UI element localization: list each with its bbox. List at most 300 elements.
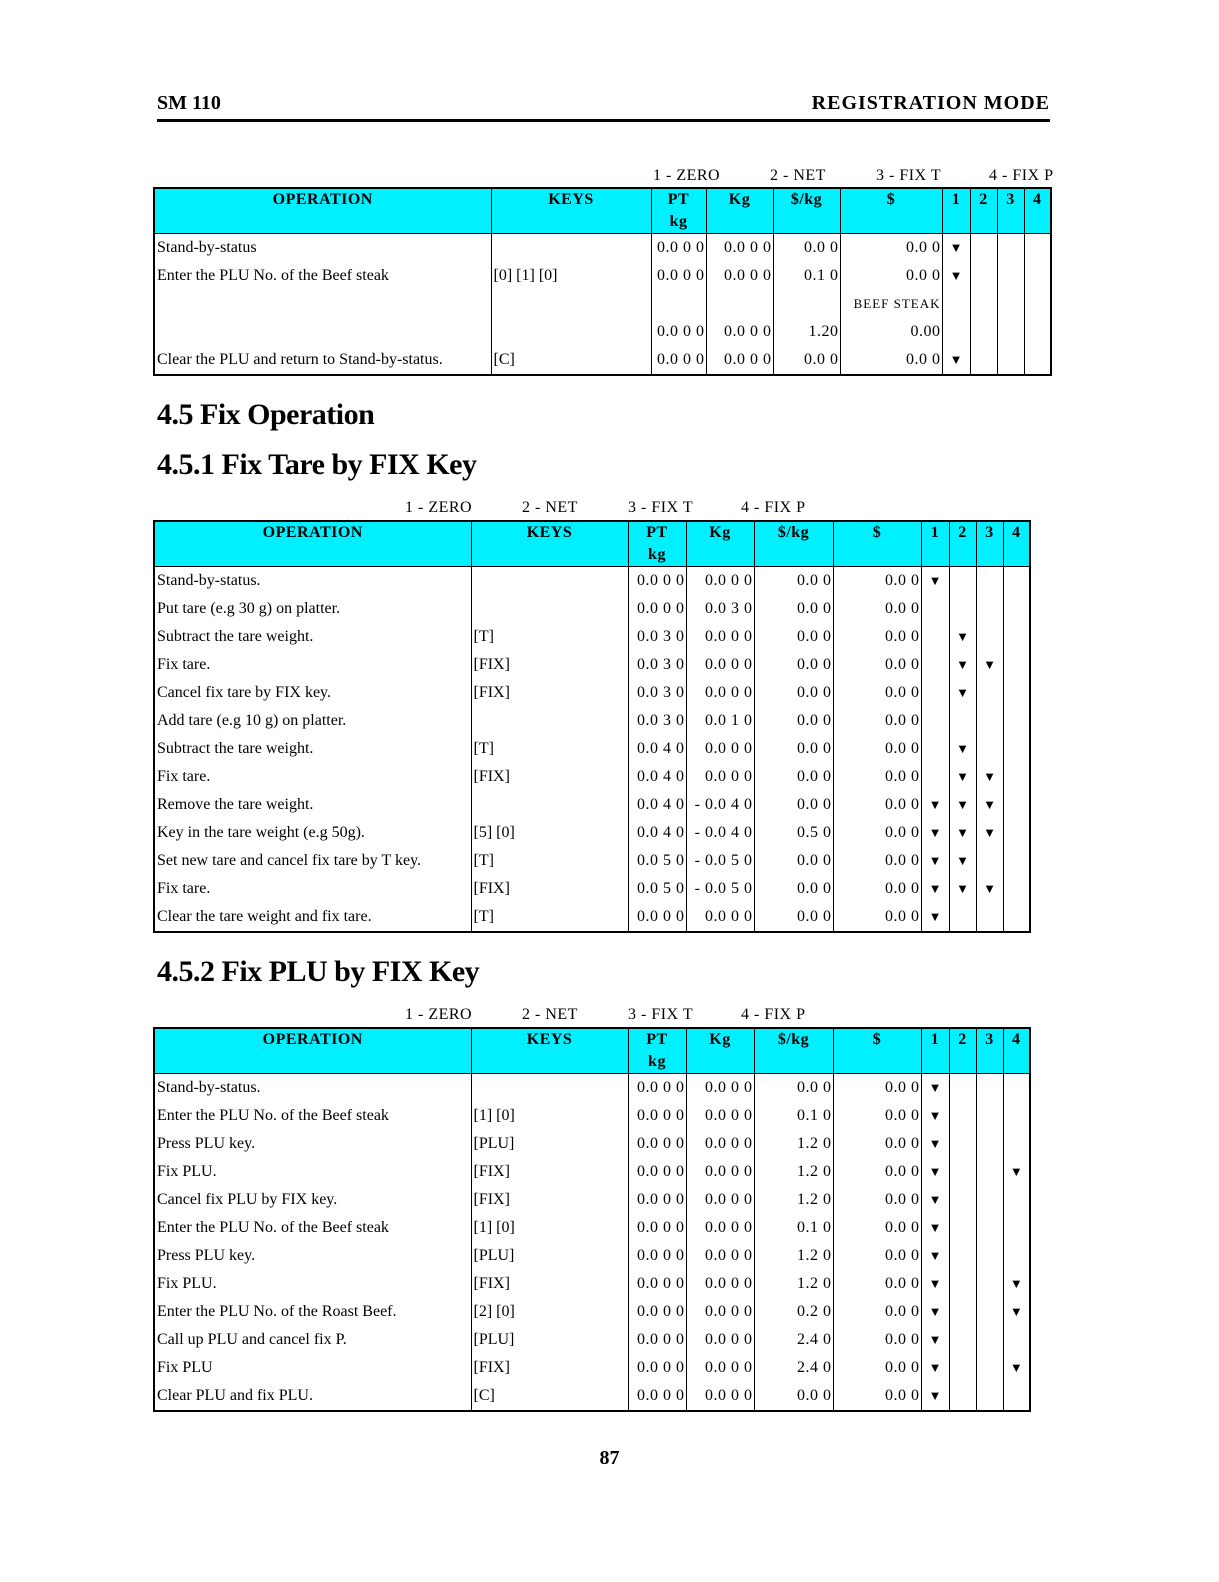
price-value: 0.0 0 bbox=[833, 1102, 921, 1130]
legend-fixp: 4 - FIX P bbox=[989, 167, 1054, 184]
price-per-kg-value: 0.2 0 bbox=[754, 1298, 833, 1326]
operation-cell bbox=[154, 290, 491, 318]
col-header-pt bbox=[628, 1028, 686, 1074]
table-row bbox=[154, 623, 1030, 651]
price-value: 0.0 0 bbox=[833, 651, 921, 679]
col-header-price: $ bbox=[833, 1028, 921, 1074]
indicator-cell-2 bbox=[949, 735, 976, 763]
legend-fixt: 3 - FIX T bbox=[876, 167, 942, 184]
kg-value: 0.0 0 0 bbox=[706, 346, 773, 375]
indicator-arrow-icon: ▼ bbox=[956, 685, 969, 700]
price-per-kg-value: 0.0 0 bbox=[754, 567, 833, 596]
price-per-kg-value: 1.2 0 bbox=[754, 1242, 833, 1270]
indicator-cell-4 bbox=[1003, 847, 1030, 875]
pt-value: 0.0 3 0 bbox=[628, 651, 686, 679]
col-header-ind-2: 2 bbox=[970, 188, 997, 234]
price-value: 0.0 0 bbox=[833, 1186, 921, 1214]
operation-cell: Clear the tare weight and fix tare. bbox=[154, 903, 471, 932]
keys-cell: [1] [0] bbox=[471, 1102, 628, 1130]
legend-fixt: 3 - FIX T bbox=[628, 499, 694, 516]
keys-cell bbox=[471, 791, 628, 819]
indicator-cell-1 bbox=[921, 735, 949, 763]
indicator-cell-2 bbox=[949, 763, 976, 791]
kg-value: 0.0 3 0 bbox=[686, 595, 754, 623]
indicator-cell-3 bbox=[976, 1130, 1003, 1158]
indicator-cell-4 bbox=[1024, 318, 1051, 346]
table-row bbox=[154, 1074, 1030, 1103]
price-value: 0.0 0 bbox=[833, 819, 921, 847]
pt-value: 0.0 0 0 bbox=[628, 595, 686, 623]
operation-table-plu-clear bbox=[153, 187, 1052, 376]
kg-value: 0.0 0 0 bbox=[686, 623, 754, 651]
indicator-arrow-icon: ▼ bbox=[928, 1192, 942, 1207]
col-header-ind-4: 4 bbox=[1003, 1028, 1030, 1074]
indicator-cell-3 bbox=[997, 234, 1024, 263]
keys-cell: [PLU] bbox=[471, 1326, 628, 1354]
indicator-cell-3 bbox=[997, 290, 1024, 318]
price-value: 0.0 0 bbox=[833, 1158, 921, 1186]
col-header-ind-4: 4 bbox=[1024, 188, 1051, 234]
legend-net: 2 - NET bbox=[522, 499, 578, 516]
indicator-cell-1 bbox=[921, 651, 949, 679]
indicator-cell-3 bbox=[976, 595, 1003, 623]
price-value: 0.0 0 bbox=[833, 623, 921, 651]
indicator-legend-3 bbox=[0, 1006, 1219, 1026]
indicator-cell-2 bbox=[949, 567, 976, 596]
col-header-operation: OPERATION bbox=[154, 188, 491, 234]
price-value: 0.0 0 bbox=[840, 262, 942, 290]
kg-value: 0.0 0 0 bbox=[686, 1270, 754, 1298]
indicator-arrow-icon: ▼ bbox=[928, 1276, 942, 1291]
indicator-cell-3 bbox=[976, 707, 1003, 735]
indicator-cell-3 bbox=[976, 819, 1003, 847]
pt-value: 0.0 5 0 bbox=[628, 875, 686, 903]
indicator-arrow-icon: ▼ bbox=[1009, 1360, 1023, 1375]
indicator-cell-4 bbox=[1024, 234, 1051, 263]
table-row bbox=[154, 1382, 1030, 1411]
legend-zero: 1 - ZERO bbox=[405, 1006, 473, 1023]
price-per-kg-value: 2.4 0 bbox=[754, 1326, 833, 1354]
indicator-cell-4 bbox=[1003, 707, 1030, 735]
indicator-cell-2 bbox=[949, 651, 976, 679]
col-header-pt-unit: kg bbox=[648, 546, 666, 563]
indicator-cell-3 bbox=[976, 1298, 1003, 1326]
kg-value: 0.0 0 0 bbox=[706, 318, 773, 346]
indicator-arrow-icon: ▼ bbox=[983, 881, 996, 896]
indicator-cell-4 bbox=[1003, 735, 1030, 763]
table-row bbox=[154, 707, 1030, 735]
indicator-cell-1 bbox=[921, 1214, 949, 1242]
keys-cell: [T] bbox=[471, 623, 628, 651]
table-row bbox=[154, 262, 1051, 290]
indicator-cell-1 bbox=[921, 1298, 949, 1326]
indicator-cell-4 bbox=[1003, 1074, 1030, 1103]
price-per-kg-value: 0.0 0 bbox=[754, 623, 833, 651]
price-per-kg-value: 1.2 0 bbox=[754, 1130, 833, 1158]
indicator-arrow-icon: ▼ bbox=[956, 769, 969, 784]
indicator-cell-2 bbox=[949, 1214, 976, 1242]
indicator-cell-2 bbox=[949, 1186, 976, 1214]
indicator-cell-3 bbox=[976, 847, 1003, 875]
keys-cell bbox=[491, 234, 651, 263]
indicator-cell-3 bbox=[976, 791, 1003, 819]
kg-value: 0.0 0 0 bbox=[686, 903, 754, 932]
indicator-cell-1 bbox=[921, 1242, 949, 1270]
indicator-arrow-icon: ▼ bbox=[1009, 1276, 1023, 1291]
indicator-cell-3 bbox=[976, 1354, 1003, 1382]
indicator-cell-4 bbox=[1024, 290, 1051, 318]
indicator-cell-4 bbox=[1003, 1242, 1030, 1270]
kg-value: - 0.0 5 0 bbox=[686, 875, 754, 903]
kg-value: - 0.0 4 0 bbox=[686, 819, 754, 847]
legend-zero: 1 - ZERO bbox=[405, 499, 473, 516]
indicator-arrow-icon: ▼ bbox=[956, 657, 969, 672]
keys-cell: [2] [0] bbox=[471, 1298, 628, 1326]
indicator-cell-4 bbox=[1003, 1382, 1030, 1411]
indicator-cell-2 bbox=[949, 707, 976, 735]
header-model: SM 110 bbox=[157, 92, 221, 114]
indicator-cell-3 bbox=[976, 1186, 1003, 1214]
section-title: 4.5 Fix Operation bbox=[157, 398, 375, 431]
col-header-pt-unit: kg bbox=[669, 213, 688, 230]
indicator-cell-2 bbox=[970, 290, 997, 318]
kg-value: 0.0 0 0 bbox=[686, 679, 754, 707]
indicator-arrow-icon: ▼ bbox=[956, 797, 969, 812]
operation-cell: Clear the PLU and return to Stand-by-status. bbox=[154, 346, 491, 375]
subsection-title-fix-plu: 4.5.2 Fix PLU by FIX Key bbox=[157, 955, 480, 988]
indicator-arrow-icon: ▼ bbox=[949, 268, 963, 283]
operation-cell: Enter the PLU No. of the Beef steak bbox=[154, 1102, 471, 1130]
indicator-arrow-icon: ▼ bbox=[956, 825, 969, 840]
col-header-ind-1: 1 bbox=[921, 521, 949, 567]
operation-cell: Stand-by-status. bbox=[154, 567, 471, 596]
indicator-arrow-icon: ▼ bbox=[983, 825, 996, 840]
pt-value: 0.0 0 0 bbox=[651, 318, 706, 346]
pt-value: 0.0 0 0 bbox=[628, 1382, 686, 1411]
keys-cell: [PLU] bbox=[471, 1130, 628, 1158]
indicator-cell-4 bbox=[1003, 1186, 1030, 1214]
keys-cell: [5] [0] bbox=[471, 819, 628, 847]
indicator-cell-3 bbox=[976, 875, 1003, 903]
pt-value: 0.0 4 0 bbox=[628, 791, 686, 819]
legend-net: 2 - NET bbox=[770, 167, 826, 184]
indicator-cell-1 bbox=[921, 679, 949, 707]
operation-cell: Fix tare. bbox=[154, 875, 471, 903]
keys-cell bbox=[471, 1074, 628, 1103]
col-header-ind-2: 2 bbox=[949, 521, 976, 567]
legend-fixp: 4 - FIX P bbox=[741, 499, 806, 516]
indicator-cell-3 bbox=[976, 763, 1003, 791]
operation-cell: Cancel fix PLU by FIX key. bbox=[154, 1186, 471, 1214]
indicator-cell-3 bbox=[976, 1242, 1003, 1270]
kg-value: 0.0 0 0 bbox=[686, 763, 754, 791]
operation-table-fix-plu bbox=[153, 1027, 1031, 1412]
price-per-kg-value: 2.4 0 bbox=[754, 1354, 833, 1382]
pt-value: 0.0 0 0 bbox=[628, 903, 686, 932]
indicator-arrow-icon: ▼ bbox=[983, 769, 996, 784]
pt-value: 0.0 0 0 bbox=[628, 1326, 686, 1354]
col-header-price: $ bbox=[840, 188, 942, 234]
indicator-cell-4 bbox=[1003, 1214, 1030, 1242]
indicator-cell-1 bbox=[921, 1074, 949, 1103]
col-header-pt-unit: kg bbox=[648, 1053, 666, 1070]
kg-value: - 0.0 5 0 bbox=[686, 847, 754, 875]
table-row bbox=[154, 290, 1051, 318]
operation-cell: Remove the tare weight. bbox=[154, 791, 471, 819]
table-row bbox=[154, 567, 1030, 596]
operation-cell: Cancel fix tare by FIX key. bbox=[154, 679, 471, 707]
indicator-cell-4 bbox=[1003, 791, 1030, 819]
kg-value: 0.0 0 0 bbox=[686, 1326, 754, 1354]
table-row bbox=[154, 1130, 1030, 1158]
kg-value: 0.0 1 0 bbox=[686, 707, 754, 735]
indicator-cell-4 bbox=[1003, 595, 1030, 623]
kg-value: 0.0 0 0 bbox=[686, 1242, 754, 1270]
header-row bbox=[154, 521, 1030, 567]
col-header-price-per-kg: $/kg bbox=[754, 1028, 833, 1074]
price-value: 0.0 0 bbox=[833, 707, 921, 735]
indicator-cell-3 bbox=[976, 567, 1003, 596]
indicator-cell-3 bbox=[997, 346, 1024, 375]
table-row bbox=[154, 679, 1030, 707]
keys-cell: [0] [1] [0] bbox=[491, 262, 651, 290]
kg-value: 0.0 0 0 bbox=[686, 1074, 754, 1103]
price-per-kg-value: 0.0 0 bbox=[754, 679, 833, 707]
price-per-kg-value: 1.2 0 bbox=[754, 1186, 833, 1214]
indicator-cell-4 bbox=[1003, 1102, 1030, 1130]
price-value: 0.0 0 bbox=[833, 763, 921, 791]
indicator-cell-2 bbox=[949, 903, 976, 932]
price-value: 0.0 0 bbox=[833, 903, 921, 932]
kg-value: 0.0 0 0 bbox=[706, 262, 773, 290]
pt-value: 0.0 0 0 bbox=[628, 1158, 686, 1186]
col-header-keys: KEYS bbox=[491, 188, 651, 234]
price-per-kg-value: 0.0 0 bbox=[754, 763, 833, 791]
kg-value: - 0.0 4 0 bbox=[686, 791, 754, 819]
operation-cell: Subtract the tare weight. bbox=[154, 735, 471, 763]
pt-value: 0.0 0 0 bbox=[628, 1298, 686, 1326]
header-row bbox=[154, 1028, 1030, 1074]
indicator-arrow-icon: ▼ bbox=[956, 629, 969, 644]
indicator-cell-3 bbox=[976, 1270, 1003, 1298]
price-per-kg-value: 1.20 bbox=[773, 318, 840, 346]
indicator-cell-4 bbox=[1003, 567, 1030, 596]
indicator-cell-3 bbox=[976, 1102, 1003, 1130]
indicator-cell-2 bbox=[949, 1354, 976, 1382]
table-row bbox=[154, 903, 1030, 932]
col-header-pt-label: PT bbox=[646, 1031, 668, 1048]
indicator-cell-2 bbox=[949, 1158, 976, 1186]
pt-value: 0.0 5 0 bbox=[628, 847, 686, 875]
operation-cell: Set new tare and cancel fix tare by T key. bbox=[154, 847, 471, 875]
pt-value: 0.0 0 0 bbox=[651, 262, 706, 290]
kg-value: 0.0 0 0 bbox=[686, 651, 754, 679]
pt-value: 0.0 0 0 bbox=[628, 1102, 686, 1130]
table-row bbox=[154, 318, 1051, 346]
indicator-arrow-icon: ▼ bbox=[1009, 1164, 1023, 1179]
indicator-cell-4 bbox=[1003, 903, 1030, 932]
indicator-cell-3 bbox=[976, 1326, 1003, 1354]
table-row bbox=[154, 1242, 1030, 1270]
table-row bbox=[154, 875, 1030, 903]
indicator-cell-2 bbox=[949, 875, 976, 903]
keys-cell: [FIX] bbox=[471, 1354, 628, 1382]
keys-cell: [PLU] bbox=[471, 1242, 628, 1270]
indicator-cell-1 bbox=[942, 346, 970, 375]
indicator-arrow-icon: ▼ bbox=[949, 240, 963, 255]
col-header-kg: Kg bbox=[706, 188, 773, 234]
operation-cell: Enter the PLU No. of the Beef steak bbox=[154, 1214, 471, 1242]
operation-table-fix-tare bbox=[153, 520, 1031, 933]
legend-fixt: 3 - FIX T bbox=[628, 1006, 694, 1023]
operation-cell: Put tare (e.g 30 g) on platter. bbox=[154, 595, 471, 623]
operation-cell: Key in the tare weight (e.g 50g). bbox=[154, 819, 471, 847]
indicator-cell-3 bbox=[976, 679, 1003, 707]
price-value: 0.0 0 bbox=[833, 679, 921, 707]
indicator-arrow-icon: ▼ bbox=[928, 825, 942, 840]
indicator-arrow-icon: ▼ bbox=[928, 1080, 942, 1095]
pt-value: 0.0 0 0 bbox=[628, 1354, 686, 1382]
indicator-cell-1 bbox=[921, 847, 949, 875]
col-header-pt-label: PT bbox=[667, 191, 690, 208]
indicator-legend-2 bbox=[0, 499, 1219, 519]
indicator-cell-4 bbox=[1003, 819, 1030, 847]
kg-value: 0.0 0 0 bbox=[686, 567, 754, 596]
price-value: 0.0 0 bbox=[833, 1382, 921, 1411]
kg-value: 0.0 0 0 bbox=[686, 1186, 754, 1214]
price-per-kg-value: 1.2 0 bbox=[754, 1270, 833, 1298]
indicator-cell-1 bbox=[921, 1102, 949, 1130]
indicator-cell-2 bbox=[949, 1382, 976, 1411]
kg-value: 0.0 0 0 bbox=[686, 735, 754, 763]
kg-value: 0.0 0 0 bbox=[686, 1354, 754, 1382]
indicator-cell-4 bbox=[1024, 262, 1051, 290]
pt-value bbox=[651, 290, 706, 318]
keys-cell: [FIX] bbox=[471, 1186, 628, 1214]
table-row bbox=[154, 1298, 1030, 1326]
pt-value: 0.0 0 0 bbox=[628, 1130, 686, 1158]
keys-cell: [1] [0] bbox=[471, 1214, 628, 1242]
table-row bbox=[154, 763, 1030, 791]
indicator-cell-4 bbox=[1003, 679, 1030, 707]
indicator-cell-1 bbox=[942, 262, 970, 290]
keys-cell: [T] bbox=[471, 903, 628, 932]
indicator-cell-1 bbox=[921, 1270, 949, 1298]
indicator-arrow-icon: ▼ bbox=[928, 1108, 942, 1123]
col-header-pt bbox=[651, 188, 706, 234]
indicator-arrow-icon: ▼ bbox=[949, 352, 963, 367]
indicator-cell-2 bbox=[949, 1074, 976, 1103]
indicator-arrow-icon: ▼ bbox=[1009, 1304, 1023, 1319]
kg-value: 0.0 0 0 bbox=[686, 1158, 754, 1186]
indicator-arrow-icon: ▼ bbox=[956, 853, 969, 868]
table-row bbox=[154, 651, 1030, 679]
indicator-cell-1 bbox=[942, 318, 970, 346]
col-header-kg: Kg bbox=[686, 521, 754, 567]
indicator-arrow-icon: ▼ bbox=[983, 657, 996, 672]
kg-value: 0.0 0 0 bbox=[686, 1382, 754, 1411]
operation-cell: Press PLU key. bbox=[154, 1130, 471, 1158]
kg-value bbox=[706, 290, 773, 318]
col-header-price: $ bbox=[833, 521, 921, 567]
kg-value: 0.0 0 0 bbox=[686, 1102, 754, 1130]
indicator-cell-3 bbox=[997, 262, 1024, 290]
indicator-cell-4 bbox=[1024, 346, 1051, 375]
indicator-cell-2 bbox=[949, 1102, 976, 1130]
indicator-arrow-icon: ▼ bbox=[928, 1388, 942, 1403]
table-row bbox=[154, 1186, 1030, 1214]
indicator-arrow-icon: ▼ bbox=[928, 573, 942, 588]
indicator-cell-1 bbox=[921, 567, 949, 596]
indicator-cell-3 bbox=[976, 1214, 1003, 1242]
indicator-arrow-icon: ▼ bbox=[928, 1164, 942, 1179]
indicator-cell-1 bbox=[921, 1186, 949, 1214]
pt-value: 0.0 3 0 bbox=[628, 623, 686, 651]
price-per-kg-value: 1.2 0 bbox=[754, 1158, 833, 1186]
indicator-cell-1 bbox=[921, 623, 949, 651]
col-header-ind-4: 4 bbox=[1003, 521, 1030, 567]
kg-value: 0.0 0 0 bbox=[706, 234, 773, 263]
price-value: 0.0 0 bbox=[840, 346, 942, 375]
price-per-kg-value: 0.0 0 bbox=[754, 875, 833, 903]
price-per-kg-value: 0.0 0 bbox=[773, 234, 840, 263]
indicator-cell-1 bbox=[921, 1354, 949, 1382]
keys-cell: [FIX] bbox=[471, 875, 628, 903]
pt-value: 0.0 0 0 bbox=[628, 1214, 686, 1242]
keys-cell: [FIX] bbox=[471, 1270, 628, 1298]
keys-cell: [FIX] bbox=[471, 763, 628, 791]
price-value: 0.0 0 bbox=[833, 735, 921, 763]
indicator-cell-3 bbox=[976, 651, 1003, 679]
pt-value: 0.0 0 0 bbox=[651, 234, 706, 263]
price-value: 0.0 0 bbox=[833, 791, 921, 819]
pt-value: 0.0 0 0 bbox=[651, 346, 706, 375]
price-per-kg-value bbox=[773, 290, 840, 318]
price-per-kg-value: 0.5 0 bbox=[754, 819, 833, 847]
indicator-cell-1 bbox=[921, 1382, 949, 1411]
price-per-kg-value: 0.1 0 bbox=[773, 262, 840, 290]
indicator-cell-2 bbox=[970, 262, 997, 290]
price-value: 0.0 0 bbox=[833, 875, 921, 903]
price-value: 0.0 0 bbox=[833, 1270, 921, 1298]
price-per-kg-value: 0.0 0 bbox=[754, 847, 833, 875]
col-header-price-per-kg: $/kg bbox=[754, 521, 833, 567]
indicator-cell-2 bbox=[949, 847, 976, 875]
col-header-pt-label: PT bbox=[646, 524, 668, 541]
indicator-arrow-icon: ▼ bbox=[928, 797, 942, 812]
indicator-cell-4 bbox=[1003, 1158, 1030, 1186]
keys-cell bbox=[471, 707, 628, 735]
indicator-arrow-icon: ▼ bbox=[928, 1360, 942, 1375]
indicator-cell-4 bbox=[1003, 1270, 1030, 1298]
indicator-cell-1 bbox=[921, 707, 949, 735]
price-value: 0.0 0 bbox=[833, 1242, 921, 1270]
indicator-cell-4 bbox=[1003, 651, 1030, 679]
price-value: 0.0 0 bbox=[833, 1074, 921, 1103]
header-row bbox=[154, 188, 1051, 234]
indicator-arrow-icon: ▼ bbox=[956, 881, 969, 896]
table-row bbox=[154, 847, 1030, 875]
indicator-cell-1 bbox=[942, 290, 970, 318]
indicator-cell-1 bbox=[921, 1130, 949, 1158]
indicator-cell-2 bbox=[949, 1298, 976, 1326]
price-value: 0.0 0 bbox=[840, 234, 942, 263]
col-header-keys: KEYS bbox=[471, 521, 628, 567]
indicator-cell-4 bbox=[1003, 1326, 1030, 1354]
price-per-kg-value: 0.0 0 bbox=[754, 1074, 833, 1103]
operation-cell bbox=[154, 318, 491, 346]
price-per-kg-value: 0.0 0 bbox=[754, 735, 833, 763]
